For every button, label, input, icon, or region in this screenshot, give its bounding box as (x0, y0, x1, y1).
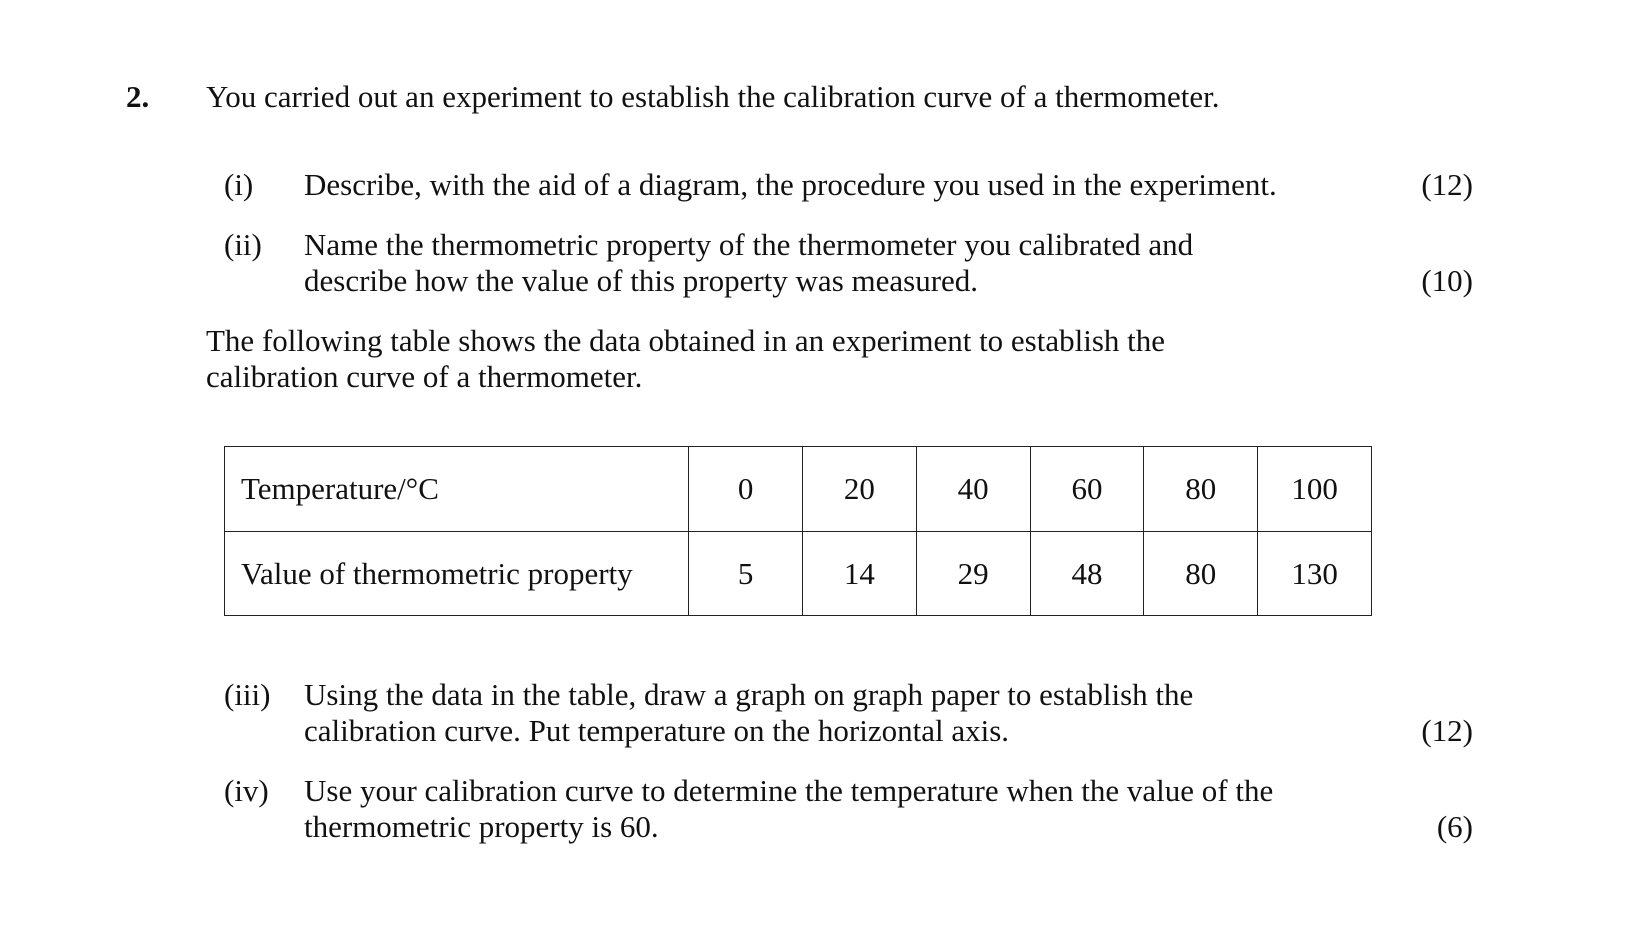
part-iii-text-line-1: Using the data in the table, draw a graph on graph paper to establish the (304, 677, 1194, 712)
part-iv-marks: (6) (1436, 809, 1473, 844)
part-ii-text-line-2: describe how the value of this property was measured. (304, 263, 979, 298)
part-ii-text-line-1: Name the thermometric property of the thermometer you calibrated and (304, 227, 1194, 262)
row-header-property: Value of thermometric property (225, 531, 689, 616)
part-iii-label: (iii) (224, 677, 271, 712)
part-i-marks: (12) (1421, 167, 1473, 202)
table-cell: 5 (689, 531, 803, 616)
table-cell: 100 (1258, 447, 1372, 532)
question-stem: You carried out an experiment to establish the calibration curve of a thermometer. (206, 79, 1220, 114)
part-ii-label: (ii) (224, 227, 262, 262)
part-iii-text-line-2: calibration curve. Put temperature on the horizontal axis. (304, 713, 1010, 748)
table-cell: 130 (1258, 531, 1372, 616)
intro-line-2: calibration curve of a thermometer. (206, 359, 643, 394)
table-cell: 40 (916, 447, 1030, 532)
table-cell: 0 (689, 447, 803, 532)
part-ii-marks: (10) (1421, 263, 1473, 298)
table-cell: 29 (916, 531, 1030, 616)
intro-line-1: The following table shows the data obtained in an experiment to establish the (206, 323, 1166, 358)
table-cell: 60 (1030, 447, 1144, 532)
table-cell: 20 (803, 447, 917, 532)
part-i-text: Describe, with the aid of a diagram, the procedure you used in the experiment. (304, 167, 1277, 202)
data-table (224, 446, 1372, 616)
part-iv-text-line-1: Use your calibration curve to determine the temperature when the value of the (304, 773, 1274, 808)
question-number: 2. (126, 79, 150, 114)
table-cell: 14 (803, 531, 917, 616)
table-cell: 80 (1144, 531, 1258, 616)
part-iv-text-line-2: thermometric property is 60. (304, 809, 659, 844)
part-i-label: (i) (224, 167, 254, 202)
row-header-temperature: Temperature/°C (225, 447, 689, 532)
table-row-property (225, 531, 1372, 616)
part-iv-label: (iv) (224, 773, 269, 808)
table-cell: 48 (1030, 531, 1144, 616)
table-cell: 80 (1144, 447, 1258, 532)
table-row-temperature (225, 447, 1372, 532)
part-iii-marks: (12) (1421, 713, 1473, 748)
